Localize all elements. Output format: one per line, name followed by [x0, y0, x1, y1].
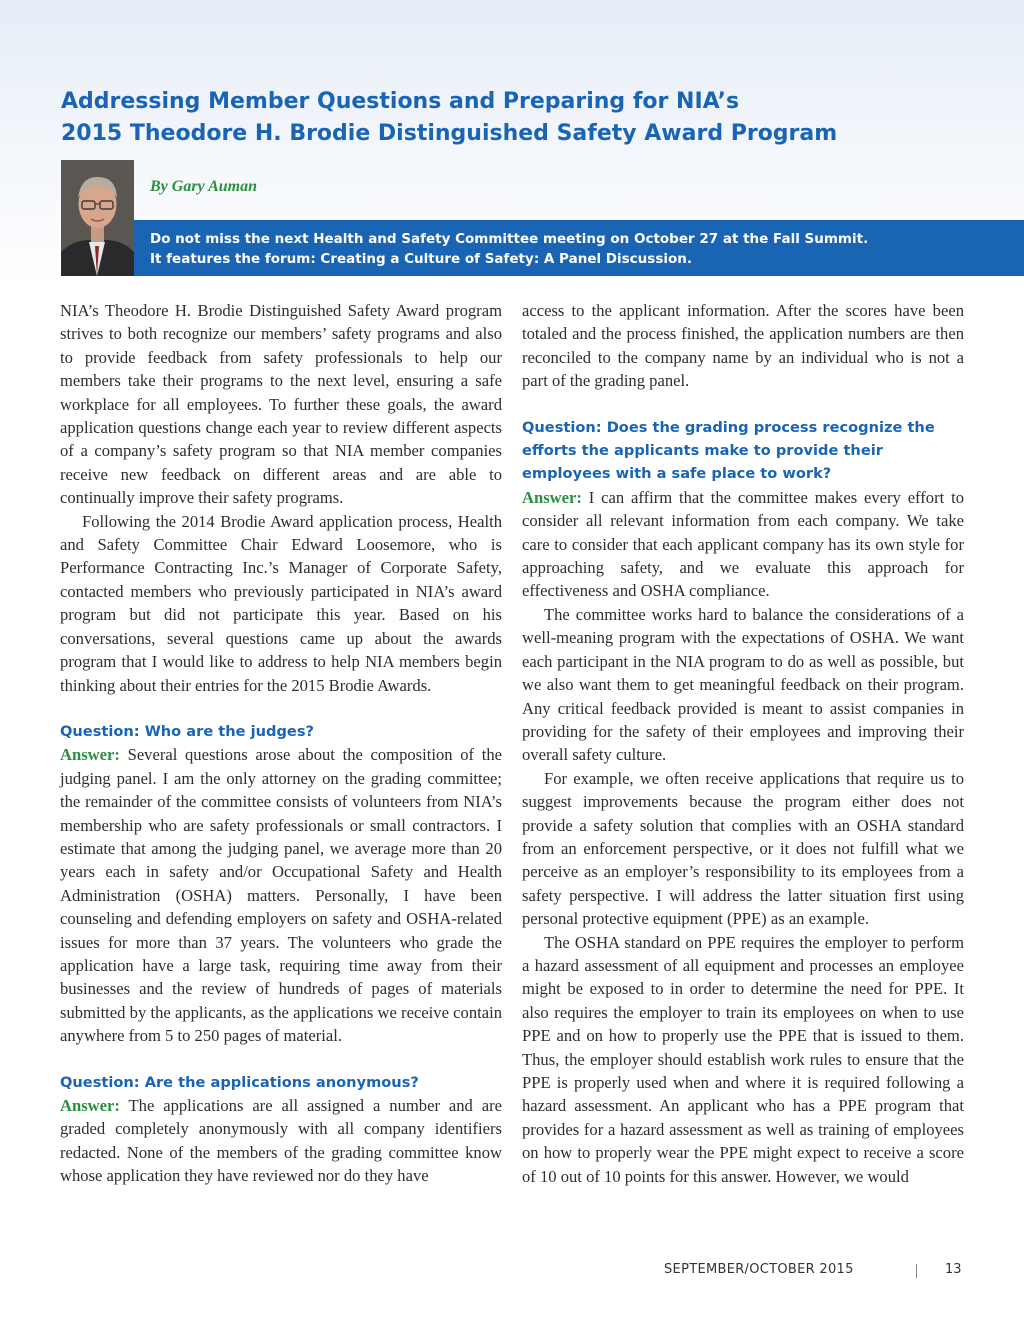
answer-grading-text: I can affirm that the committee makes every effort to consider all relevant information from each company. We take care to consider that each applicant company has its own style for approaching safety, and we evaluate this approach for effectiveness and OSHA compliance.	[522, 487, 964, 601]
question-grading: Question: Does the grading process recognize the efforts the applicants make to provide their employees with a safe place to work?	[522, 418, 935, 483]
answer-label: Answer:	[60, 745, 120, 765]
answer-anonymous-text: The applications are all assigned a number and are graded completely anonymously with all company identifiers redacted. None of the members of the grading committee know whose application they have reviewed nor do they have	[60, 1096, 502, 1186]
author-photo	[61, 160, 134, 276]
paragraph-access: access to the applicant information. After the scores have been totaled and the process finished, the application numbers are then reconciled to the company name by an individual who is not a part of the grading panel.	[522, 301, 964, 391]
byline: By Gary Auman	[150, 178, 257, 195]
answer-anonymous	[60, 1094, 502, 1188]
title-line-2: 2015 Theodore H. Brodie Distinguished Safety Award Program	[61, 121, 838, 146]
article-title	[61, 86, 961, 150]
paragraph-ppe: The OSHA standard on PPE requires the employer to perform a hazard assessment of all equipment and processes an employee might be exposed to in order to determine the need for PPE. It also requires the employer to train its employees on when to use PPE and on how to properly use the PPE that is issued to them. Thus, the employer should establish work rules to ensure that the PPE is properly used when and where it is required following a hazard assessment. An applicant who has a PPE program that provides for a hazard assessment as well as training of employees on how to properly wear the PPE might expect to receive a score of 10 out of 10 points for this answer. However, we would	[522, 932, 964, 1186]
title-line-1: Addressing Member Questions and Preparing for NIA’s	[61, 89, 740, 114]
paragraph-example: For example, we often receive applications that require us to suggest improvements because the program either does not provide a safety solution that complies with an OSHA standard from an enforcement perspective, or it does not fulfill what we perceive as an employer’s responsibility to its employees from a safety perspective. I will address the latter situation first using personal protective equipment (PPE) as an example.	[522, 768, 964, 929]
right-column	[522, 299, 964, 1188]
answer-judges-text: Several questions arose about the composition of the judging panel. I am the only attorney on the grading committee; the remainder of the committee consists of volunteers from NIA’s membership who are safety professionals or small contractors. I estimate that among the judging panel, we average more than 20 years each in safety and/or Occupational Safety and Health Administration (OSHA) matters. Personally, I have been counseling and defending employers on safety and OSHA-related issues for more than 37 years. The volunteers who grade the application have a large task, requiring time away from their businesses and the review of hundreds of pages of materials submitted by the applicants, as the applications we receive contain anywhere from 5 to 250 pages of material.	[60, 745, 502, 1046]
answer-grading	[522, 486, 964, 603]
answer-judges	[60, 743, 502, 1047]
footer-divider	[916, 1264, 917, 1278]
author-portrait-icon	[61, 160, 134, 276]
banner-line-1: Do not miss the next Health and Safety Committee meeting on October 27 at the Fall Summit.	[150, 231, 869, 247]
answer-label: Answer:	[522, 487, 582, 507]
issue-date: SEPTEMBER/OCTOBER 2015	[664, 1262, 854, 1277]
paragraph-balance: The committee works hard to balance the considerations of a well-meaning program with the expectations of OSHA. We want each participant in the NIA program to do as well as possible, but we also want them to get meaningful feedback on their program. Any critical feedback provided is meant to assist companies in providing for the safety of their employees and improving their overall safety culture.	[522, 604, 964, 765]
page-number: 13	[945, 1262, 962, 1277]
question-judges: Question: Who are the judges?	[60, 722, 314, 740]
banner-line-2: It features the forum: Creating a Culture of Safety: A Panel Discussion.	[150, 251, 692, 267]
paragraph-background: Following the 2014 Brodie Award application process, Health and Safety Committee Chair Edward Loosemore, who is Performance Contracting Inc.’s Manager of Corporate Safety, contacted members who previously participated in NIA’s award program but did not participate this year. Based on his conversations, several questions came up about the awards program that I would like to address to help NIA members begin thinking about their entries for the 2015 Brodie Awards.	[60, 511, 502, 695]
paragraph-intro: NIA’s Theodore H. Brodie Distinguished Safety Award program strives to both recognize our members’ safety programs and also to provide feedback from safety professionals to help our members take their programs to the next level, ensuring a safe workplace for all employees. To further these goals, the award application questions change each year to review different aspects of a company’s safety program so that NIA member companies receive new feedback on different areas and are able to continually improve their safety programs.	[60, 301, 502, 508]
event-banner	[134, 220, 1024, 276]
answer-label: Answer:	[60, 1096, 120, 1115]
left-column	[60, 299, 502, 1188]
question-anonymous: Question: Are the applications anonymous?	[60, 1073, 419, 1091]
